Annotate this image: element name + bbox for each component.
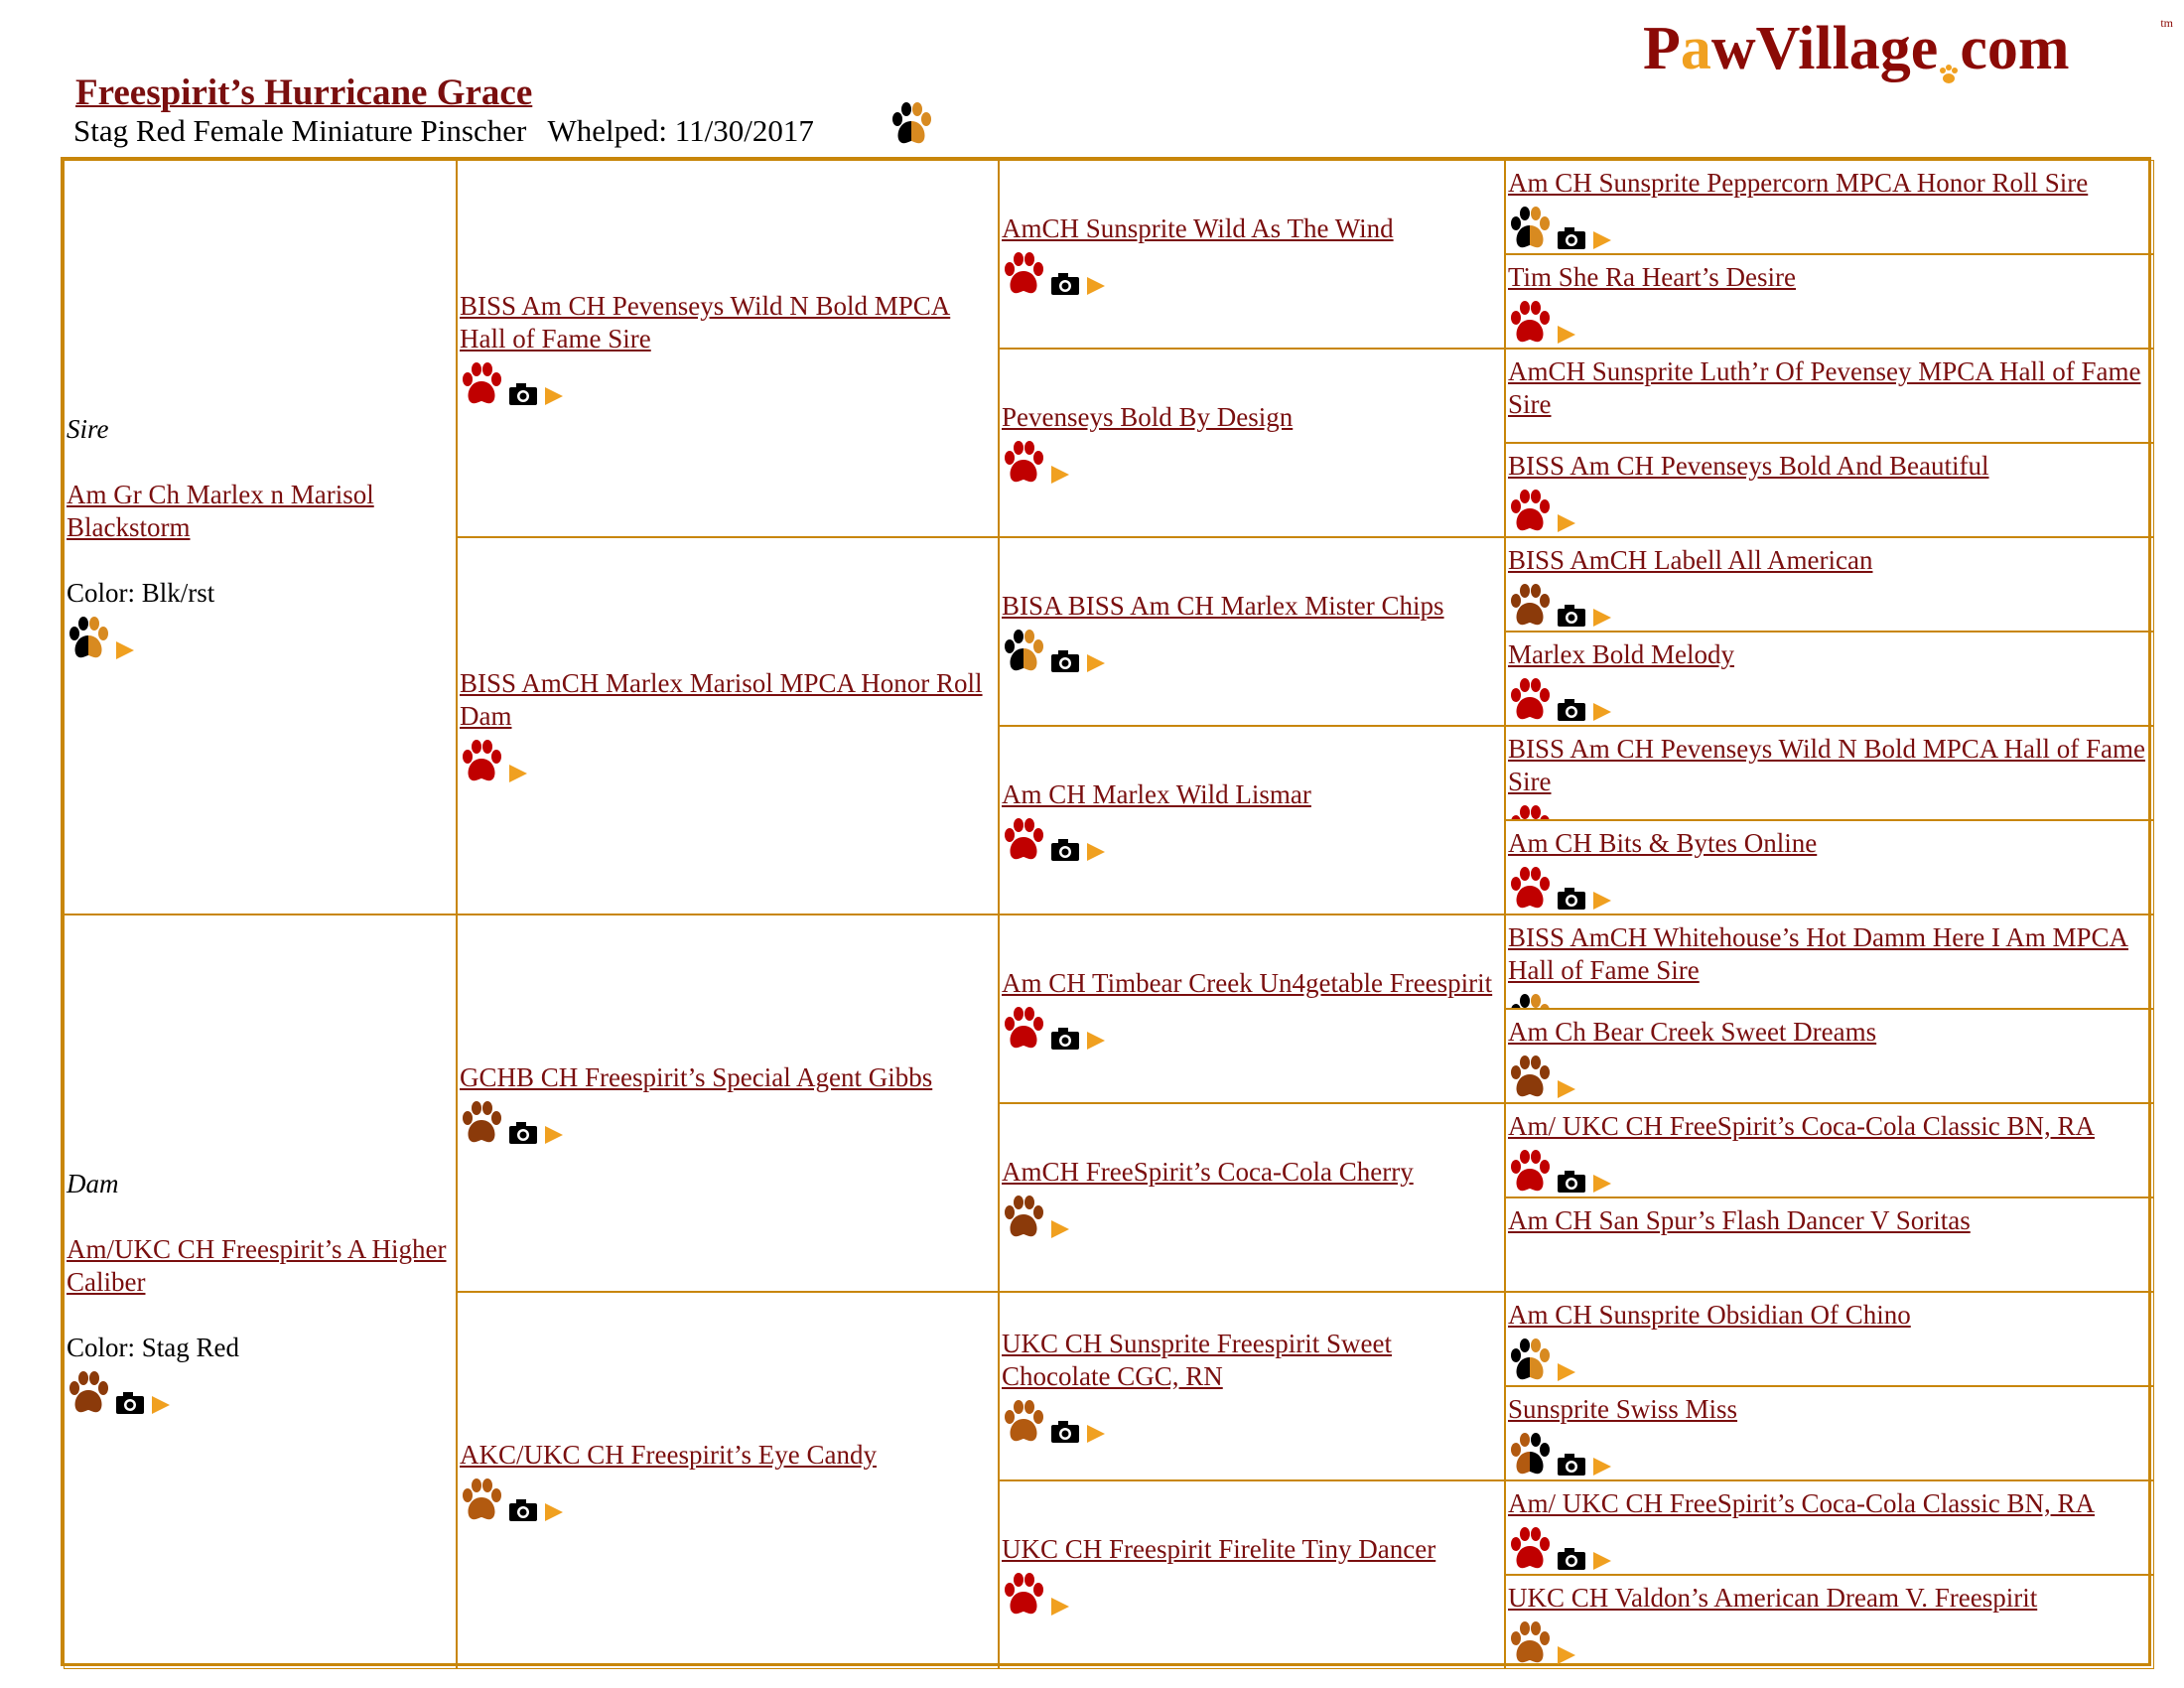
ancestor-icons <box>1508 800 2151 820</box>
pedigree-cell-gen3 <box>999 537 1505 726</box>
ancestor-name-link[interactable]: Am CH Bits & Bytes Online <box>1508 828 1818 858</box>
paw-red-icon[interactable] <box>1002 1006 1045 1052</box>
ancestor-icons <box>1002 1395 1502 1445</box>
camera-icon[interactable] <box>1556 1546 1587 1572</box>
pedigree-cell-gen4 <box>1505 1386 2154 1480</box>
camera-icon[interactable] <box>1556 1452 1587 1477</box>
camera-icon[interactable] <box>114 1390 146 1416</box>
ancestor-name-link[interactable]: AKC/UKC CH Freespirit’s Eye Candy <box>460 1439 877 1470</box>
play-arrow-icon[interactable] <box>1591 890 1613 912</box>
paw-chocolate-icon[interactable] <box>1508 1055 1552 1100</box>
paw-red-icon[interactable] <box>1508 804 1552 820</box>
ancestor-name-link[interactable]: AmCH Sunsprite Luth’r Of Pevensey MPCA Hall of Fame Sire <box>1508 356 2141 419</box>
pedigree-cell-gen3 <box>999 1480 1505 1669</box>
play-arrow-icon[interactable] <box>1556 1644 1577 1666</box>
paw-red-icon[interactable] <box>460 739 503 784</box>
dog-description: Stag Red Female Miniature Pinscher <box>73 113 527 148</box>
play-arrow-icon[interactable] <box>543 1501 565 1523</box>
paw-stag-icon[interactable] <box>1002 1399 1045 1445</box>
pedigree-cell-gen2 <box>457 160 999 537</box>
pedigree-cell-gen1 <box>64 160 457 914</box>
pedigree-cell-gen2 <box>457 914 999 1292</box>
ancestor-icons <box>1508 1145 2151 1195</box>
trademark: tm <box>2160 16 2173 30</box>
pedigree-cell-gen4 <box>1505 160 2154 254</box>
play-arrow-icon[interactable] <box>543 385 565 407</box>
ancestor-icons <box>460 1474 996 1523</box>
paw-red-icon[interactable] <box>1002 1572 1045 1618</box>
camera-icon[interactable] <box>1556 886 1587 912</box>
ancestor-name-link[interactable]: BISS AmCH Whitehouse’s Hot Damm Here I Am MPCA Hall of Fame Sire <box>1508 922 2129 985</box>
camera-icon[interactable] <box>1556 1169 1587 1195</box>
ancestor-name-link[interactable]: Am/ UKC CH FreeSpirit’s Coca-Cola Classic BN, RA <box>1508 1111 2095 1141</box>
parent-role-label: Sire <box>67 414 109 444</box>
ancestor-icons <box>1508 862 2151 912</box>
play-arrow-icon[interactable] <box>1556 1361 1577 1383</box>
pedigree-cell-gen4 <box>1505 1575 2154 1669</box>
camera-icon[interactable] <box>1049 1026 1081 1052</box>
pedigree-cell-gen3 <box>999 1292 1505 1480</box>
paw-black-tan-icon[interactable] <box>1002 629 1045 674</box>
play-arrow-icon[interactable] <box>1049 464 1071 486</box>
dog-name-title[interactable]: Freespirit’s Hurricane Grace <box>75 72 533 113</box>
pedigree-cell-gen3 <box>999 914 1505 1103</box>
paw-chocolate-icon[interactable] <box>1002 1195 1045 1240</box>
parent-role-label: Dam <box>67 1169 119 1198</box>
play-arrow-icon[interactable] <box>1591 607 1613 629</box>
paw-stag-icon[interactable] <box>460 1477 503 1523</box>
ancestor-icons <box>1002 1568 1502 1618</box>
ancestor-icons <box>460 357 996 407</box>
ancestor-icons <box>1508 296 2151 346</box>
pedigree-cell-gen2 <box>457 537 999 914</box>
pedigree-cell-gen4 <box>1505 632 2154 726</box>
play-arrow-icon[interactable] <box>114 639 136 661</box>
paw-red-icon[interactable] <box>1508 489 1552 534</box>
play-arrow-icon[interactable] <box>1591 1456 1613 1477</box>
play-arrow-icon[interactable] <box>1049 1596 1071 1618</box>
pedigree-cell-gen4 <box>1505 820 2154 914</box>
paw-black-tan-icon[interactable] <box>67 616 110 661</box>
ancestor-icons <box>1508 989 2151 1009</box>
ancestor-icons <box>460 735 996 784</box>
paw-black-tan-icon[interactable] <box>1508 1337 1552 1383</box>
play-arrow-icon[interactable] <box>543 1124 565 1146</box>
ancestor-name-link[interactable]: Am CH Sunsprite Peppercorn MPCA Honor Roll Sire <box>1508 168 2089 198</box>
ancestor-name-link[interactable]: BISA BISS Am CH Marlex Mister Chips <box>1002 590 1444 621</box>
camera-icon[interactable] <box>1556 697 1587 723</box>
paw-chocolate-icon[interactable] <box>460 1100 503 1146</box>
paw-stag-black-icon[interactable] <box>1508 1432 1552 1477</box>
pedigree-cell-gen4 <box>1505 1480 2154 1575</box>
spacer <box>67 544 454 577</box>
ancestor-icons <box>1002 625 1502 674</box>
paw-black-tan-icon[interactable] <box>1508 993 1552 1009</box>
play-arrow-icon[interactable] <box>1591 229 1613 251</box>
ancestor-icons <box>1508 1522 2151 1572</box>
pedigree-cell-gen4 <box>1505 914 2154 1009</box>
ancestor-icons <box>1508 202 2151 251</box>
ancestor-icons <box>1508 673 2151 723</box>
ancestor-icons <box>1002 1191 1502 1240</box>
play-arrow-icon[interactable] <box>1591 701 1613 723</box>
ancestor-name-link[interactable]: UKC CH Freespirit Firelite Tiny Dancer <box>1002 1533 1436 1564</box>
ancestor-name-link[interactable]: UKC CH Valdon’s American Dream V. Freespirit <box>1508 1583 2038 1613</box>
pedigree-cell-gen3 <box>999 160 1505 349</box>
ancestor-name-link[interactable]: Am Gr Ch Marlex n Marisol Blackstorm <box>67 480 374 542</box>
pedigree-cell-gen4 <box>1505 254 2154 349</box>
paw-red-icon[interactable] <box>1508 866 1552 912</box>
ancestor-icons <box>1508 1334 2151 1383</box>
play-arrow-icon[interactable] <box>1085 1030 1107 1052</box>
pedigree-table <box>61 157 2151 1666</box>
pedigree-cell-gen4 <box>1505 537 2154 632</box>
pedigree-cell-gen4 <box>1505 1009 2154 1103</box>
camera-icon[interactable] <box>1049 648 1081 674</box>
pedigree-cell-gen4 <box>1505 726 2154 820</box>
play-arrow-icon[interactable] <box>1556 1078 1577 1100</box>
ancestor-icons <box>460 1096 996 1146</box>
ancestor-name-link[interactable]: AmCH Sunsprite Wild As The Wind <box>1002 212 1394 243</box>
pedigree-cell-gen2 <box>457 1292 999 1669</box>
camera-icon[interactable] <box>507 381 539 407</box>
ancestor-name-link[interactable]: BISS Am CH Pevenseys Wild N Bold MPCA Hall of Fame Sire <box>1508 734 2145 796</box>
ancestor-name-link[interactable]: Marlex Bold Melody <box>1508 639 1734 669</box>
pedigree-cell-gen4 <box>1505 349 2154 443</box>
ancestor-name-link[interactable]: Tim She Ra Heart’s Desire <box>1508 262 1796 292</box>
camera-icon[interactable] <box>507 1120 539 1146</box>
ancestor-name-link[interactable]: Am CH Marlex Wild Lismar <box>1002 778 1311 809</box>
ancestor-name-link[interactable]: Sunsprite Swiss Miss <box>1508 1394 1738 1424</box>
ancestor-name-link[interactable]: UKC CH Sunsprite Freespirit Sweet Chocolate CGC, RN <box>1002 1329 1392 1391</box>
coat-color-label: Color: Stag Red <box>67 1333 239 1362</box>
pedigree-cell-gen1 <box>64 914 457 1669</box>
play-arrow-icon[interactable] <box>1085 652 1107 674</box>
play-arrow-icon[interactable] <box>1556 512 1577 534</box>
camera-icon[interactable] <box>1556 225 1587 251</box>
ancestor-icons <box>1002 436 1502 486</box>
paw-red-icon[interactable] <box>1508 677 1552 723</box>
ancestor-name-link[interactable]: AmCH FreeSpirit’s Coca-Cola Cherry <box>1002 1156 1414 1187</box>
ancestor-icons <box>67 1366 454 1416</box>
ancestor-icons <box>1002 247 1502 297</box>
ancestor-name-link[interactable]: Am CH San Spur’s Flash Dancer V Soritas <box>1508 1205 1971 1235</box>
dog-subtitle <box>73 113 828 149</box>
play-arrow-icon[interactable] <box>1556 324 1577 346</box>
paw-red-icon[interactable] <box>1508 300 1552 346</box>
pedigree-cell-gen4 <box>1505 1197 2154 1292</box>
ancestor-icons <box>1508 485 2151 534</box>
coat-color-label: Color: Blk/rst <box>67 578 215 608</box>
ancestor-name-link[interactable]: Am/ UKC CH FreeSpirit’s Coca-Cola Classic BN, RA <box>1508 1488 2095 1518</box>
ancestor-icons <box>1002 1002 1502 1052</box>
ancestor-name-link[interactable]: BISS Am CH Pevenseys Wild N Bold MPCA Hall of Fame Sire <box>460 291 951 353</box>
pedigree-cell-gen4 <box>1505 443 2154 537</box>
paw-stag-icon[interactable] <box>1508 1620 1552 1666</box>
paw-chocolate-icon[interactable] <box>1508 583 1552 629</box>
paw-chocolate-icon[interactable] <box>67 1370 110 1416</box>
play-arrow-icon[interactable] <box>1591 1173 1613 1195</box>
paw-red-icon[interactable] <box>1508 1149 1552 1195</box>
spacer <box>67 446 454 479</box>
ancestor-icons <box>1508 1051 2151 1100</box>
play-arrow-icon[interactable] <box>507 763 529 784</box>
ancestor-icons <box>67 612 454 661</box>
play-arrow-icon[interactable] <box>150 1394 172 1416</box>
ancestor-name-link[interactable]: Pevenseys Bold By Design <box>1002 401 1294 432</box>
camera-icon[interactable] <box>1049 271 1081 297</box>
ancestor-name-link[interactable]: GCHB CH Freespirit’s Special Agent Gibbs <box>460 1061 933 1092</box>
camera-icon[interactable] <box>1049 837 1081 863</box>
paw-red-icon[interactable] <box>1002 440 1045 486</box>
play-arrow-icon[interactable] <box>1049 1218 1071 1240</box>
dog-whelped: Whelped: 11/30/2017 <box>547 113 814 148</box>
play-arrow-icon[interactable] <box>1085 275 1107 297</box>
orange-paw-icon <box>1938 63 1960 84</box>
paw-red-icon[interactable] <box>1002 251 1045 297</box>
ancestor-name-link[interactable]: Am CH Timbear Creek Un4getable Freespirit <box>1002 967 1493 998</box>
pedigree-cell-gen4 <box>1505 1292 2154 1386</box>
ancestor-name-link[interactable]: BISS Am CH Pevenseys Bold And Beautiful <box>1508 451 1989 481</box>
play-arrow-icon[interactable] <box>1085 1423 1107 1445</box>
play-arrow-icon[interactable] <box>1591 1550 1613 1572</box>
ancestor-name-link[interactable]: BISS AmCH Marlex Marisol MPCA Honor Roll Dam <box>460 668 983 731</box>
paw-black-tan-icon <box>889 101 933 152</box>
ancestor-name-link[interactable]: Am Ch Bear Creek Sweet Dreams <box>1508 1017 1877 1047</box>
camera-icon[interactable] <box>1556 603 1587 629</box>
spacer <box>67 1200 454 1233</box>
pedigree-cell-gen3 <box>999 349 1505 537</box>
ancestor-name-link[interactable]: Am CH Sunsprite Obsidian Of Chino <box>1508 1300 1911 1330</box>
pedigree-cell-gen3 <box>999 1103 1505 1292</box>
pedigree-cell-gen4 <box>1505 1103 2154 1197</box>
ancestor-name-link[interactable]: Am/UKC CH Freespirit’s A Higher Caliber <box>67 1234 447 1297</box>
camera-icon[interactable] <box>507 1497 539 1523</box>
ancestor-icons <box>1508 579 2151 629</box>
paw-red-icon[interactable] <box>460 361 503 407</box>
paw-red-icon[interactable] <box>1002 817 1045 863</box>
pawvillage-logo: PawVillage com tm <box>1643 15 2173 82</box>
paw-black-tan-icon[interactable] <box>1508 206 1552 251</box>
camera-icon[interactable] <box>1049 1419 1081 1445</box>
spacer <box>67 1299 454 1332</box>
ancestor-icons <box>1508 1617 2151 1666</box>
paw-red-icon[interactable] <box>1508 1526 1552 1572</box>
ancestor-name-link[interactable]: BISS AmCH Labell All American <box>1508 545 1873 575</box>
play-arrow-icon[interactable] <box>1085 841 1107 863</box>
ancestor-icons <box>1508 1428 2151 1477</box>
ancestor-icons <box>1002 813 1502 863</box>
pedigree-cell-gen3 <box>999 726 1505 914</box>
